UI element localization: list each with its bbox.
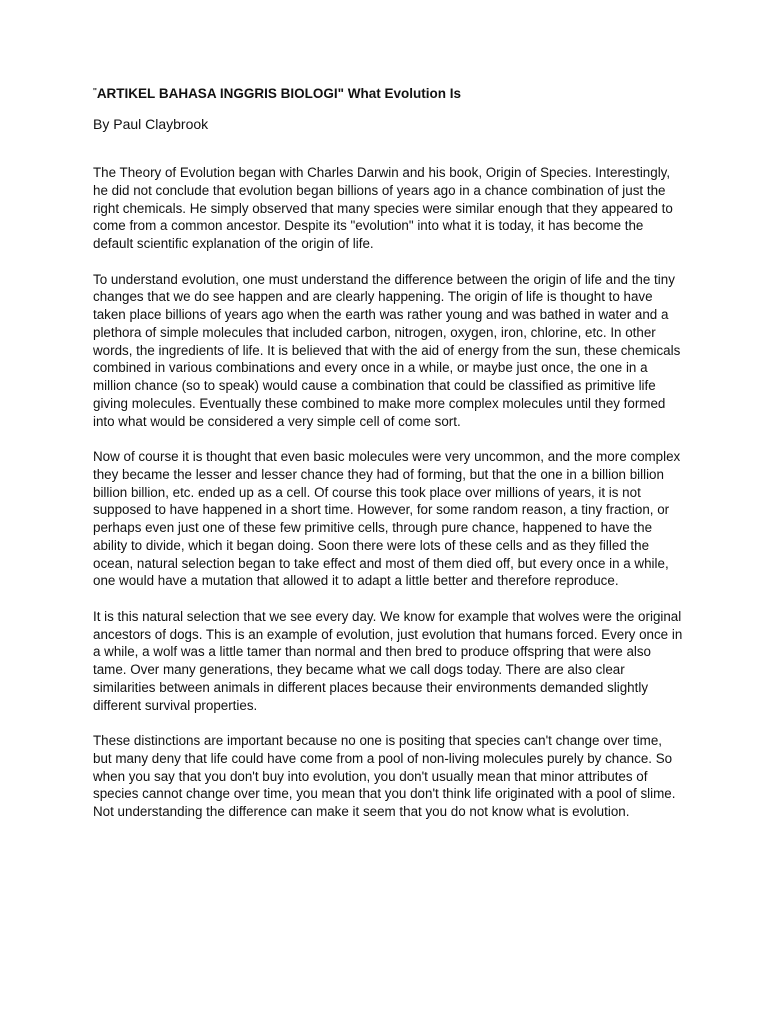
title-quote-mark: '' xyxy=(93,87,97,96)
article-body xyxy=(93,164,683,839)
author-byline: By Paul Claybrook xyxy=(93,116,209,132)
paragraph-4: It is this natural selection that we see every day. We know for example that wolves were the original ancestors of dogs. This is an example of evolution, just evolution that humans forced. Every once in a while, a wolf was a little tamer than normal and then bred to produce offspring that were also tame. Over many generations, they became what we call dogs today. There are also clear similarities between animals in different places because their environments demanded slightly different survival properties. xyxy=(93,608,683,713)
paragraph-1: The Theory of Evolution began with Charles Darwin and his book, Origin of Species. Interestingly, he did not conclude that evolution began billions of years ago in a chance combination of just the right chemicals. He simply observed that many species were similar enough that they appeared to come from a common ancestor. Despite its "evolution" into what it is today, it has become the default scientific explanation of the origin of life. xyxy=(93,165,673,251)
document-title xyxy=(93,86,461,101)
paragraph-5: These distinctions are important because no one is positing that species can't change over time, but many deny that life could have come from a pool of non-living molecules purely by chance. So when you say that you don't buy into evolution, you don't usually mean that minor attributes of species cannot change over time, you mean that you don't think life originated with a pool of slime. Not understanding the difference can make it seem that you do not know what is evolution. xyxy=(93,733,676,819)
title-text: ARTIKEL BAHASA INGGRIS BIOLOGI" What Evolution Is xyxy=(96,86,461,101)
paragraph-2: To understand evolution, one must understand the difference between the origin of life and the tiny changes that we do see happen and are clearly happening. The origin of life is thought to have taken place billions of years ago when the earth was rather young and was bathed in water and a plethora of simple molecules that included carbon, nitrogen, oxygen, iron, chlorine, etc. In other words, the ingredients of life. It is believed that with the aid of energy from the sun, these chemicals combined in various combinations and every once in a while, or maybe just once, the one in a million chance (so to speak) would cause a combination that could be classified as primitive life giving molecules. Eventually these combined to make more complex molecules until they formed into what would be considered a very simple cell of come sort. xyxy=(93,271,681,429)
paragraph-3: Now of course it is thought that even basic molecules were very uncommon, and the more complex they became the lesser and lesser chance they had of forming, but that the one in a billion billion billion billion, etc. ended up as a cell. Of course this took place over millions of years, it is not supposed to have happened in a short time. However, for some random reason, a tiny fraction, or perhaps even just one of these few primitive cells, through pure chance, happened to have the ability to divide, which it began doing. Soon there were lots of these cells and as they filled the ocean, natural selection began to take effect and most of them died off, but every once in a while, one would have a mutation that allowed it to adapt a little better and therefore reproduce. xyxy=(93,449,681,589)
